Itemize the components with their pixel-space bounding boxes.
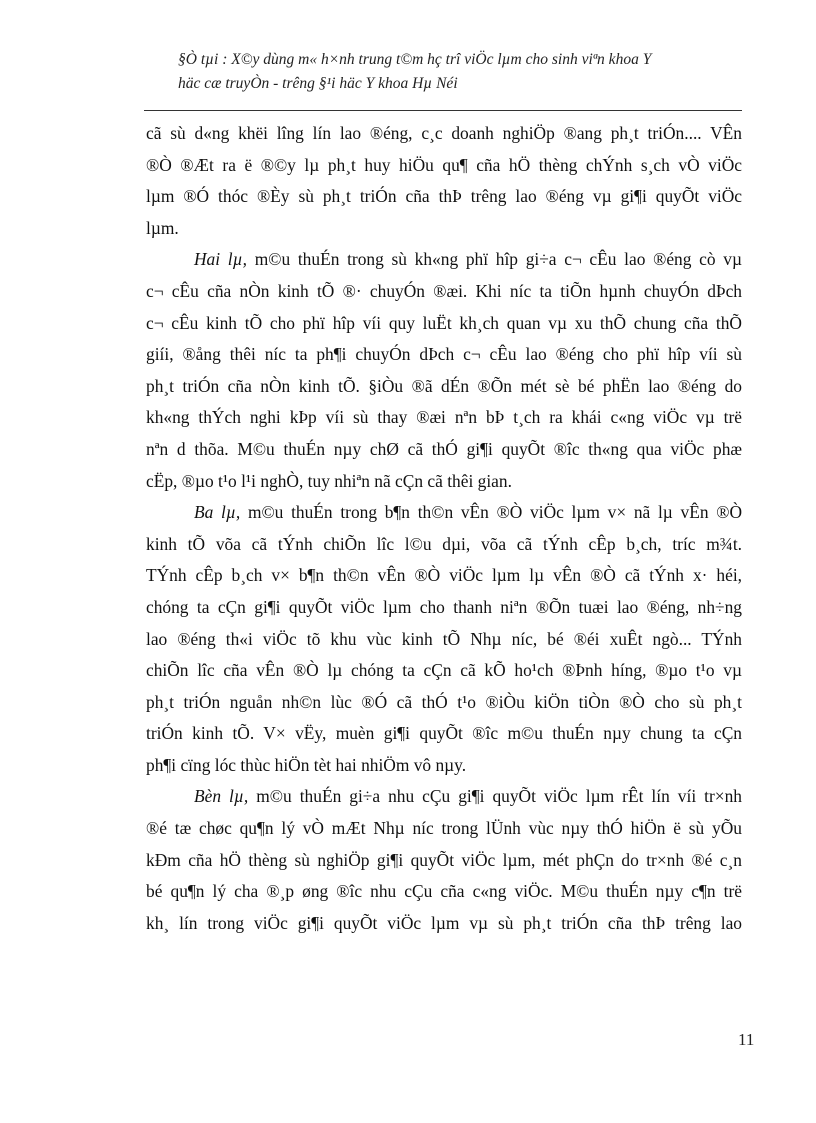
line-text: kh¸ lín trong viÖc gi¶i quyÕt viÖc lµm vµ sù ph¸t triÓn cña thÞ trêng lao (146, 912, 742, 933)
line-text: lµm. (146, 217, 179, 238)
line-text: triÓn kinh tÕ. V× vËy, muèn gi¶i quyÕt ®îc m©u thuÉn nµy chung ta cÇn (146, 723, 742, 744)
text-line (146, 624, 742, 656)
paragraph (146, 497, 742, 781)
line-text: ®é tæ chøc qu¶n lý vÒ mÆt Nhµ níc trong lÜnh vùc nµy thÓ hiÖn ë sù yÕu (146, 818, 742, 839)
page-number: 11 (738, 1030, 755, 1049)
line-text: c¬ cÊu cña nÒn kinh tÕ ®· chuyÓn ®æi. Khi níc ta tiÕn hµnh chuyÓn dÞch (146, 280, 742, 301)
text-line (146, 781, 742, 813)
line-text: chóng ta cÇn gi¶i quyÕt viÖc lµm cho thanh niªn ®Õn tuæi lao ®éng, nh÷ng (146, 596, 742, 617)
text-line (146, 655, 742, 687)
line-text: ph¸t triÓn nguån nh©n lùc ®Ó cã thÓ t¹o ®iÒu kiÖn tiÒn ®Ò cho sù ph¸t (146, 691, 742, 712)
text-line (146, 244, 742, 276)
header-line-1: §Ò tµi : X©y dùng m« h×nh trung t©m hç trî viÖc lµm cho sinh viªn khoa Y (178, 51, 652, 68)
text-line (146, 402, 742, 434)
line-text: kh«ng thÝch nghi kÞp víi sù thay ®æi nªn bÞ t¸ch ra khái c«ng viÖc vµ trë (146, 407, 742, 428)
text-line (146, 592, 742, 624)
line-text: c¬ cÊu kinh tÕ cho phï hîp víi quy luËt kh¸ch quan vµ xu thÕ chung cña thÕ (146, 312, 742, 333)
text-line (146, 845, 742, 877)
line-text: ph¶i cïng lóc thùc hiÖn tèt hai nhiÖm vô nµy. (146, 754, 467, 775)
line-text: cã sù d«ng khëi lîng lín lao ®éng, c¸c doanh nghiÖp ®ang ph¸t triÓn.... VÊn (146, 123, 742, 143)
line-text: nªn d thõa. M©u thuÉn nµy chØ cã thÓ gi¶i quyÕt ®îc th«ng qua viÖc phæ (146, 438, 742, 459)
header-line-2: häc cæ truyÒn - trêng §¹i häc Y khoa Hµ Néi (178, 75, 458, 92)
text-line (146, 308, 742, 340)
line-text: giíi, ®ång thêi níc ta ph¶i chuyÓn dÞch c¬ cÊu lao ®éng cho phï hîp víi sù (146, 344, 742, 365)
line-text: m©u thuÉn trong b¶n th©n vÊn ®Ò viÖc lµm v× nã lµ vÊn ®Ò (240, 502, 743, 523)
text-line (146, 908, 742, 940)
paragraph (146, 118, 742, 244)
line-text: kinh tÕ võa cã tÝnh chiÕn lîc l©u dµi, võa cã tÝnh cÊp b¸ch, tríc m¾t. (146, 533, 742, 554)
text-line (146, 876, 742, 908)
paragraph (146, 244, 742, 497)
text-line (146, 150, 742, 182)
line-text: bé qu¶n lý cha ®¸p øng ®îc nhu cÇu cña c«ng viÖc. M©u thuÉn nµy c¶n trë (146, 881, 742, 902)
body-text (146, 118, 742, 939)
header-rule (144, 110, 742, 111)
text-line (146, 276, 742, 308)
text-line (146, 466, 742, 498)
line-text: TÝnh cÊp b¸ch v× b¶n th©n vÊn ®Ò viÖc lµm lµ vÊn ®Ò cã tÝnh x· héi, (146, 565, 742, 586)
paragraph (146, 781, 742, 939)
text-line (146, 560, 742, 592)
text-line (146, 750, 742, 782)
line-text: lµm ®Ó thóc ®Èy sù ph¸t triÓn cña thÞ trêng lao ®éng vµ gi¶i quyÕt viÖc (146, 186, 742, 207)
text-line (146, 118, 742, 150)
text-line (146, 529, 742, 561)
running-header (178, 48, 733, 96)
line-text: m©u thuÉn trong sù kh«ng phï hîp gi÷a c¬ cÊu lao ®éng cò vµ (247, 249, 742, 270)
line-text: kÐm cña hÖ thèng sù nghiÖp gi¶i quyÕt viÖc lµm, mét phÇn do tr×nh ®é c¸n (146, 849, 742, 870)
text-line (146, 339, 742, 371)
text-line (146, 497, 742, 529)
line-text: chiÕn lîc cña vÊn ®Ò lµ chóng ta cÇn cã kÕ ho¹ch ®Þnh híng, ®µo t¹o vµ (146, 660, 742, 681)
text-line (146, 718, 742, 750)
text-line (146, 181, 742, 213)
line-text: cËp, ®µo t¹o l¹i nghÒ, tuy nhiªn nã cÇn cã thêi gian. (146, 470, 512, 491)
text-line (146, 213, 742, 245)
paragraph-lead: Ba lµ, (194, 502, 241, 523)
line-text: m©u thuÉn gi÷a nhu cÇu gi¶i quyÕt viÖc lµm rÊt lín víi tr×nh (248, 786, 742, 807)
paragraph-lead: Hai lµ, (194, 249, 247, 270)
text-line (146, 687, 742, 719)
text-line (146, 371, 742, 403)
line-text: lao ®éng th«i viÖc tõ khu vùc kinh tÕ Nhµ níc, bé ®éi xuÊt ngò... TÝnh (146, 628, 742, 649)
line-text: ph¸t triÓn cña nÒn kinh tÕ. §iÒu ®ã dÉn ®Õn mét sè bé phËn lao ®éng do (146, 375, 742, 396)
line-text: ®Ò ®Æt ra ë ®©y lµ ph¸t huy hiÖu qu¶ cña hÖ thèng chÝnh s¸ch vÒ viÖc (146, 154, 742, 175)
text-line (146, 434, 742, 466)
text-line (146, 813, 742, 845)
paragraph-lead: Bèn lµ, (194, 786, 249, 807)
